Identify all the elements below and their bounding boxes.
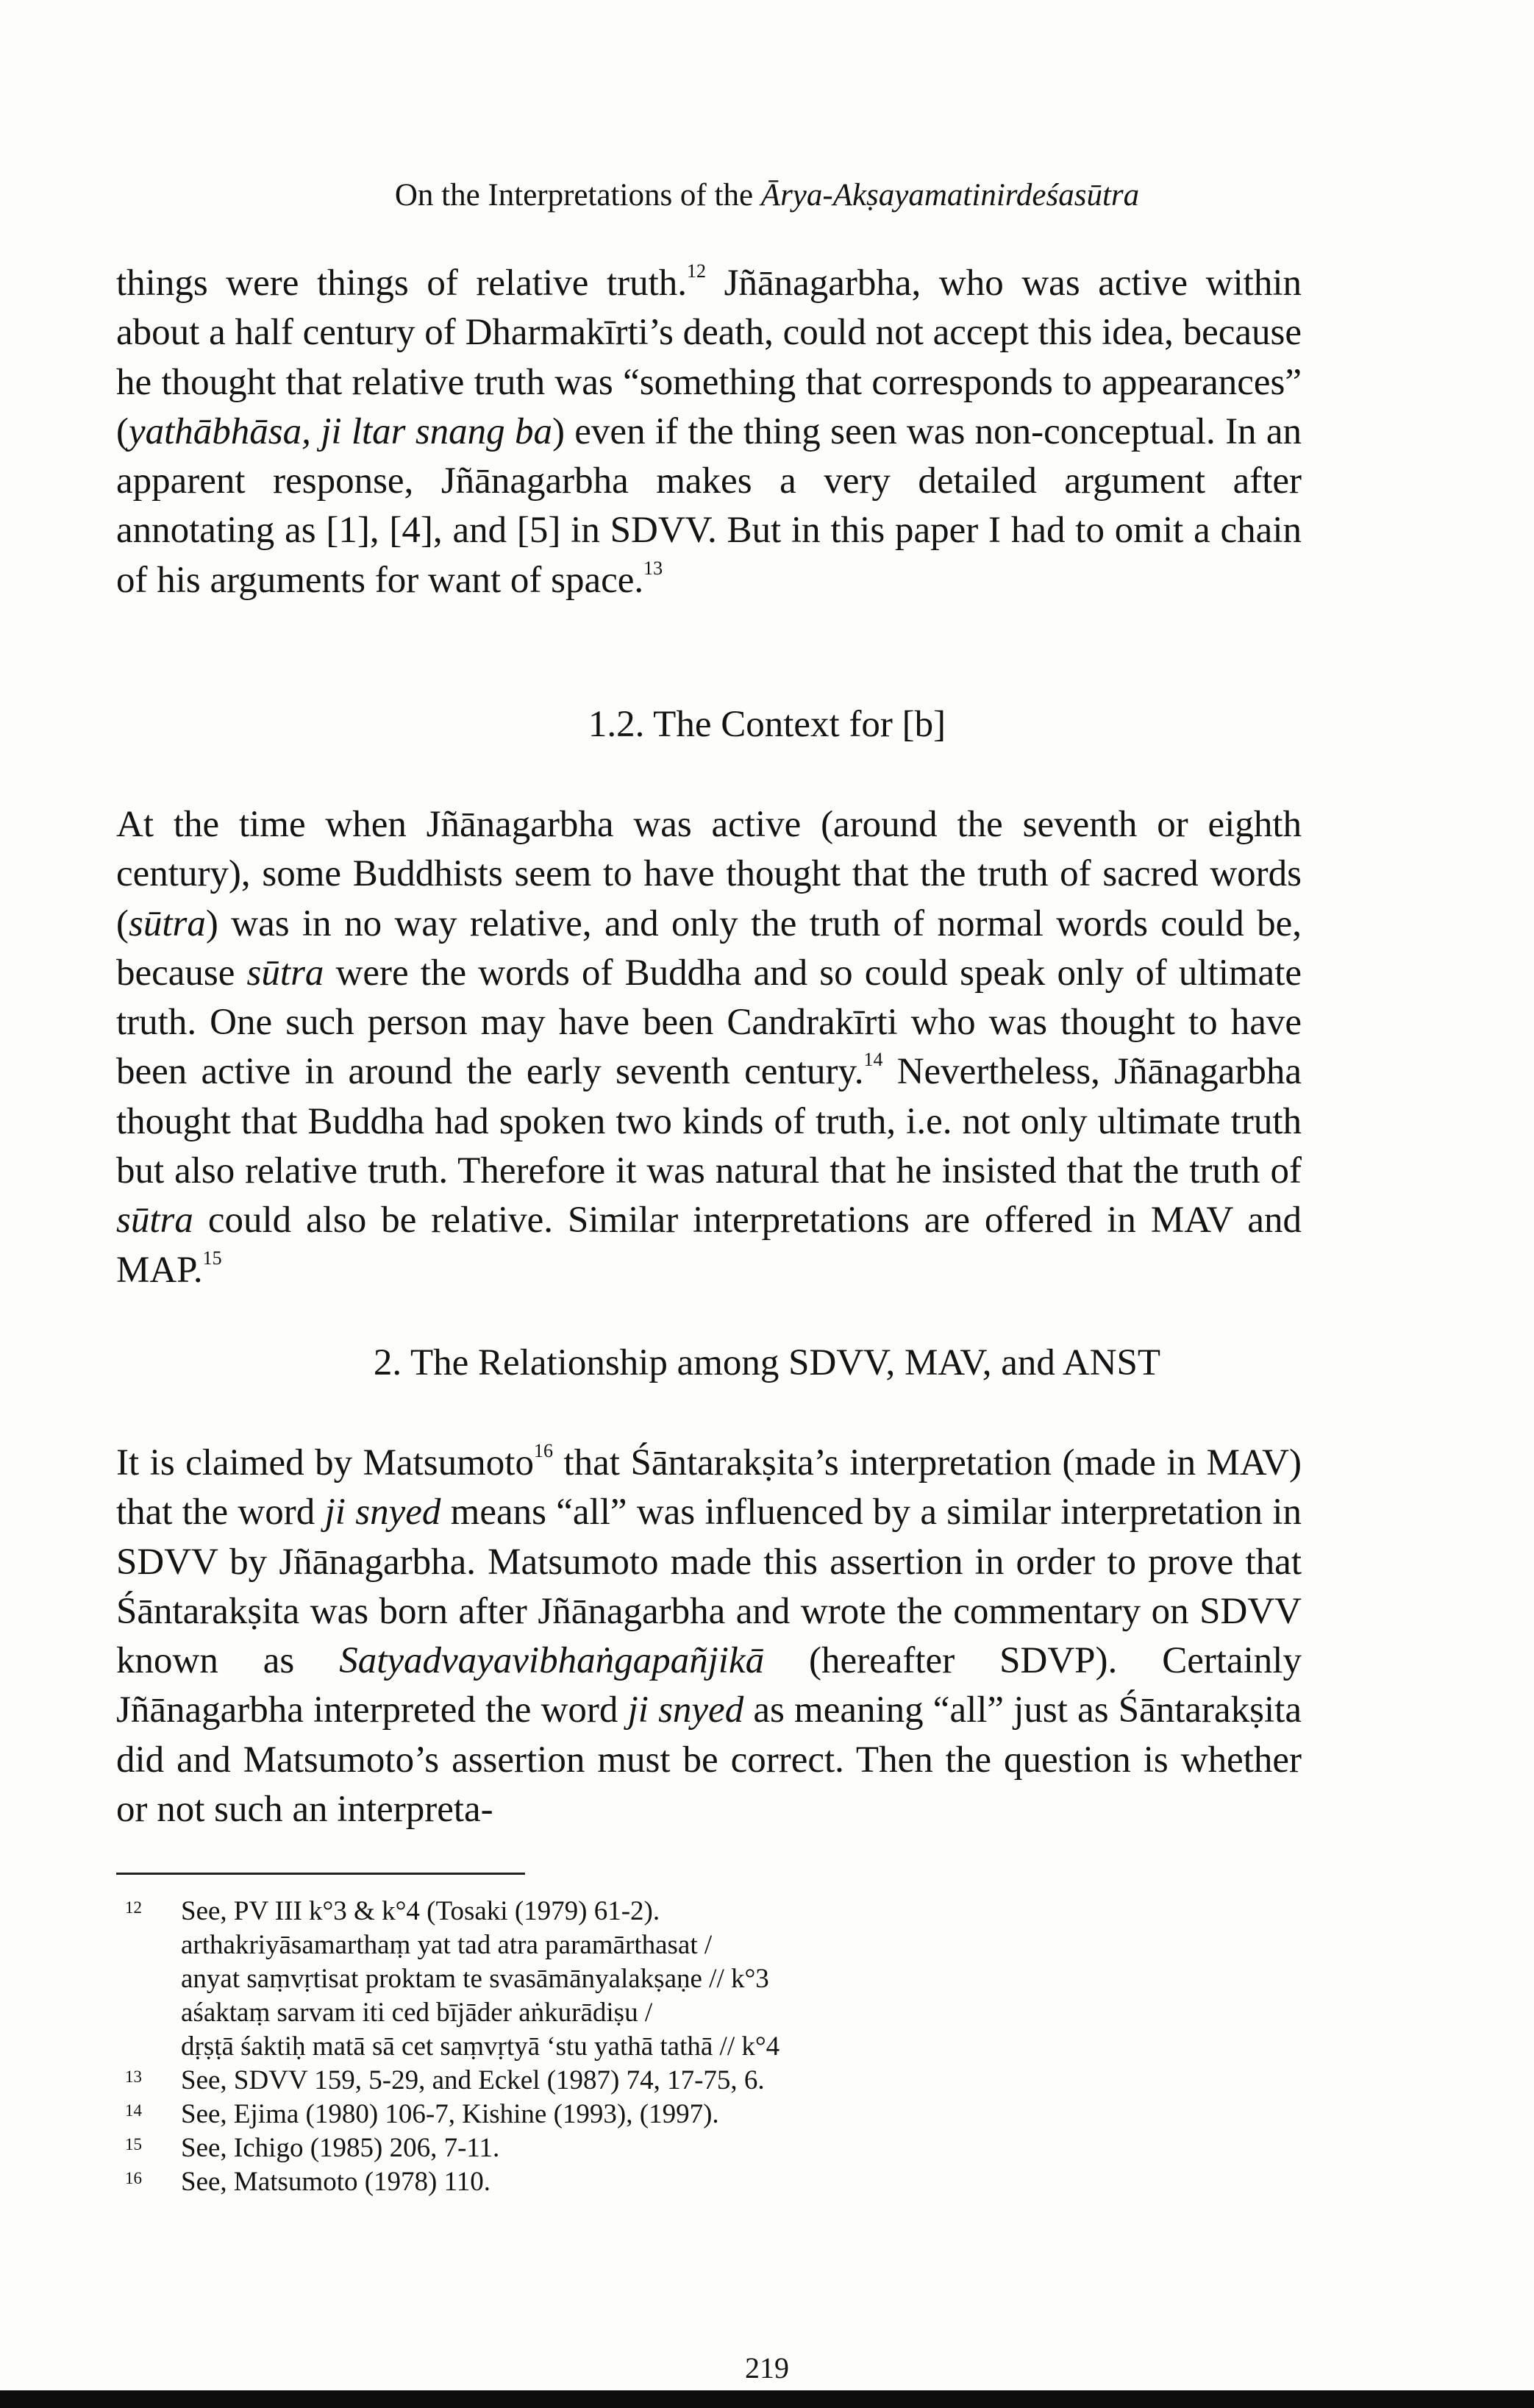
running-title-prefix: On the Interpretations of the bbox=[394, 178, 761, 213]
footnote-ref-12[interactable]: 12 bbox=[687, 260, 707, 282]
para2-italic-term: sūtra bbox=[246, 952, 324, 994]
paragraph-relative-truth bbox=[116, 259, 1302, 605]
para1-italic-term: yathābhāsa, ji ltar snang ba bbox=[128, 410, 552, 452]
footnotes bbox=[125, 1895, 1007, 2199]
para3-italic-term: ji snyed bbox=[324, 1492, 441, 1534]
para2-text: Nevertheless, Jñānagarbha thought that Buddha had spoken two kinds of truth, i.e. not only ultimate truth but also relative truth. Therefore it was natural that he insisted that the truth of bbox=[116, 1051, 1302, 1192]
para2-text: ) was in no way relative, and only the truth of normal words could be, because bbox=[116, 902, 1302, 994]
footnote-16 bbox=[125, 2165, 1007, 2199]
para1-text: Jñānagarbha, who was active within about a half century of Dharmakīrti’s death, could not accept this idea, because he thought that relative truth was “something that corresponds to appearances” ( bbox=[116, 263, 1302, 452]
para3-italic-term: ji snyed bbox=[627, 1689, 744, 1731]
footnote-number: 13 bbox=[125, 2067, 142, 2086]
footnote-15 bbox=[125, 2131, 1007, 2165]
para2-italic-term: sūtra bbox=[116, 1200, 193, 1242]
footnote-line: anyat saṃvṛtisat proktam te svasāmānyalakṣaṇe // k°3 bbox=[181, 1964, 769, 1994]
footnote-line: See, Ichigo (1985) 206, 7-11. bbox=[181, 2133, 500, 2163]
footnote-number: 16 bbox=[125, 2169, 142, 2187]
footnote-line: aśaktaṃ sarvam iti ced bījāder aṅkurādiṣu / bbox=[181, 1998, 653, 2028]
section-heading-2: 2. The Relationship among SDVV, MAV, and ANST bbox=[373, 1342, 1161, 1383]
para3-text: It is claimed by Matsumoto bbox=[116, 1442, 534, 1483]
paragraph-context-b bbox=[116, 800, 1302, 1295]
footnote-14 bbox=[125, 2098, 1007, 2131]
footnote-13 bbox=[125, 2064, 1007, 2098]
footnote-line: See, Matsumoto (1978) 110. bbox=[181, 2167, 491, 2197]
para3-text: as meaning “all” just as Śāntarakṣita did and Matsumoto’s assertion must be correct. Then the question is whether or not such an interpreta- bbox=[116, 1689, 1302, 1831]
scan-edge-bar bbox=[0, 2390, 1534, 2408]
para3-text: that Śāntarakṣita’s interpretation (made in MAV) that the word bbox=[116, 1442, 1302, 1534]
para3-text: (hereafter SDVP). Certainly Jñānagarbha interpreted the word bbox=[116, 1640, 1302, 1731]
footnote-ref-16[interactable]: 16 bbox=[533, 1440, 553, 1461]
para3-italic-term: Satyadvayavibhaṅgapañjikā bbox=[339, 1640, 765, 1682]
footnote-number: 14 bbox=[125, 2101, 142, 2120]
footnote-number: 15 bbox=[125, 2135, 142, 2154]
para2-italic-term: sūtra bbox=[128, 902, 206, 944]
running-title-sutra-name: Ārya-Akṣayamatinirdeśasūtra bbox=[760, 178, 1140, 213]
footnote-number: 12 bbox=[125, 1898, 142, 1917]
section-heading-1-2: 1.2. The Context for [b] bbox=[588, 704, 946, 745]
footnote-line: See, Ejima (1980) 106-7, Kishine (1993), (1997). bbox=[181, 2099, 719, 2129]
para1-text: ) even if the thing seen was non-conceptual. In an apparent response, Jñānagarbha makes a very detailed argument after annotating as [1], [4], and [5] in SDVV. But in this paper I had to omit a chain of his arguments for want of space. bbox=[116, 410, 1302, 601]
footnote-line: See, SDVV 159, 5-29, and Eckel (1987) 74, 17-75, 6. bbox=[181, 2065, 765, 2095]
footnote-line: dṛṣṭā śaktiḥ matā sā cet saṃvṛtyā ‘stu yathā tathā // k°4 bbox=[181, 2031, 780, 2062]
footnote-line: arthakriyāsamarthaṃ yat tad atra paramārthasat / bbox=[181, 1930, 713, 1960]
footnote-12 bbox=[125, 1895, 1007, 2064]
running-header bbox=[0, 175, 1534, 216]
page-number: 219 bbox=[745, 2351, 789, 2384]
para2-text: At the time when Jñānagarbha was active (around the seventh or eighth century), some Buddhists seem to have thought that the truth of sacred words ( bbox=[116, 804, 1302, 944]
para1-text: things were things of relative truth. bbox=[116, 263, 688, 304]
footnote-ref-15[interactable]: 15 bbox=[202, 1247, 222, 1269]
footnote-ref-13[interactable]: 13 bbox=[643, 557, 663, 579]
paragraph-relationship bbox=[116, 1439, 1302, 1834]
para2-text: were the words of Buddha and so could speak only of ultimate truth. One such person may have been Candrakīrti who was thought to have been active in around the early seventh century. bbox=[116, 952, 1302, 1093]
para2-text: could also be relative. Similar interpretations are offered in MAV and MAP. bbox=[116, 1200, 1302, 1291]
footnote-divider bbox=[116, 1873, 525, 1875]
footnote-line: See, PV III k°3 & k°4 (Tosaki (1979) 61-2). bbox=[181, 1896, 660, 1926]
para3-text: means “all” was influenced by a similar interpretation in SDVV by Jñānagarbha. Matsumoto made this assertion in order to prove that Śāntarakṣita was born after Jñānagarbha and wrote the commentary on SDVV known as bbox=[116, 1492, 1302, 1682]
footnote-ref-14[interactable]: 14 bbox=[863, 1049, 883, 1071]
